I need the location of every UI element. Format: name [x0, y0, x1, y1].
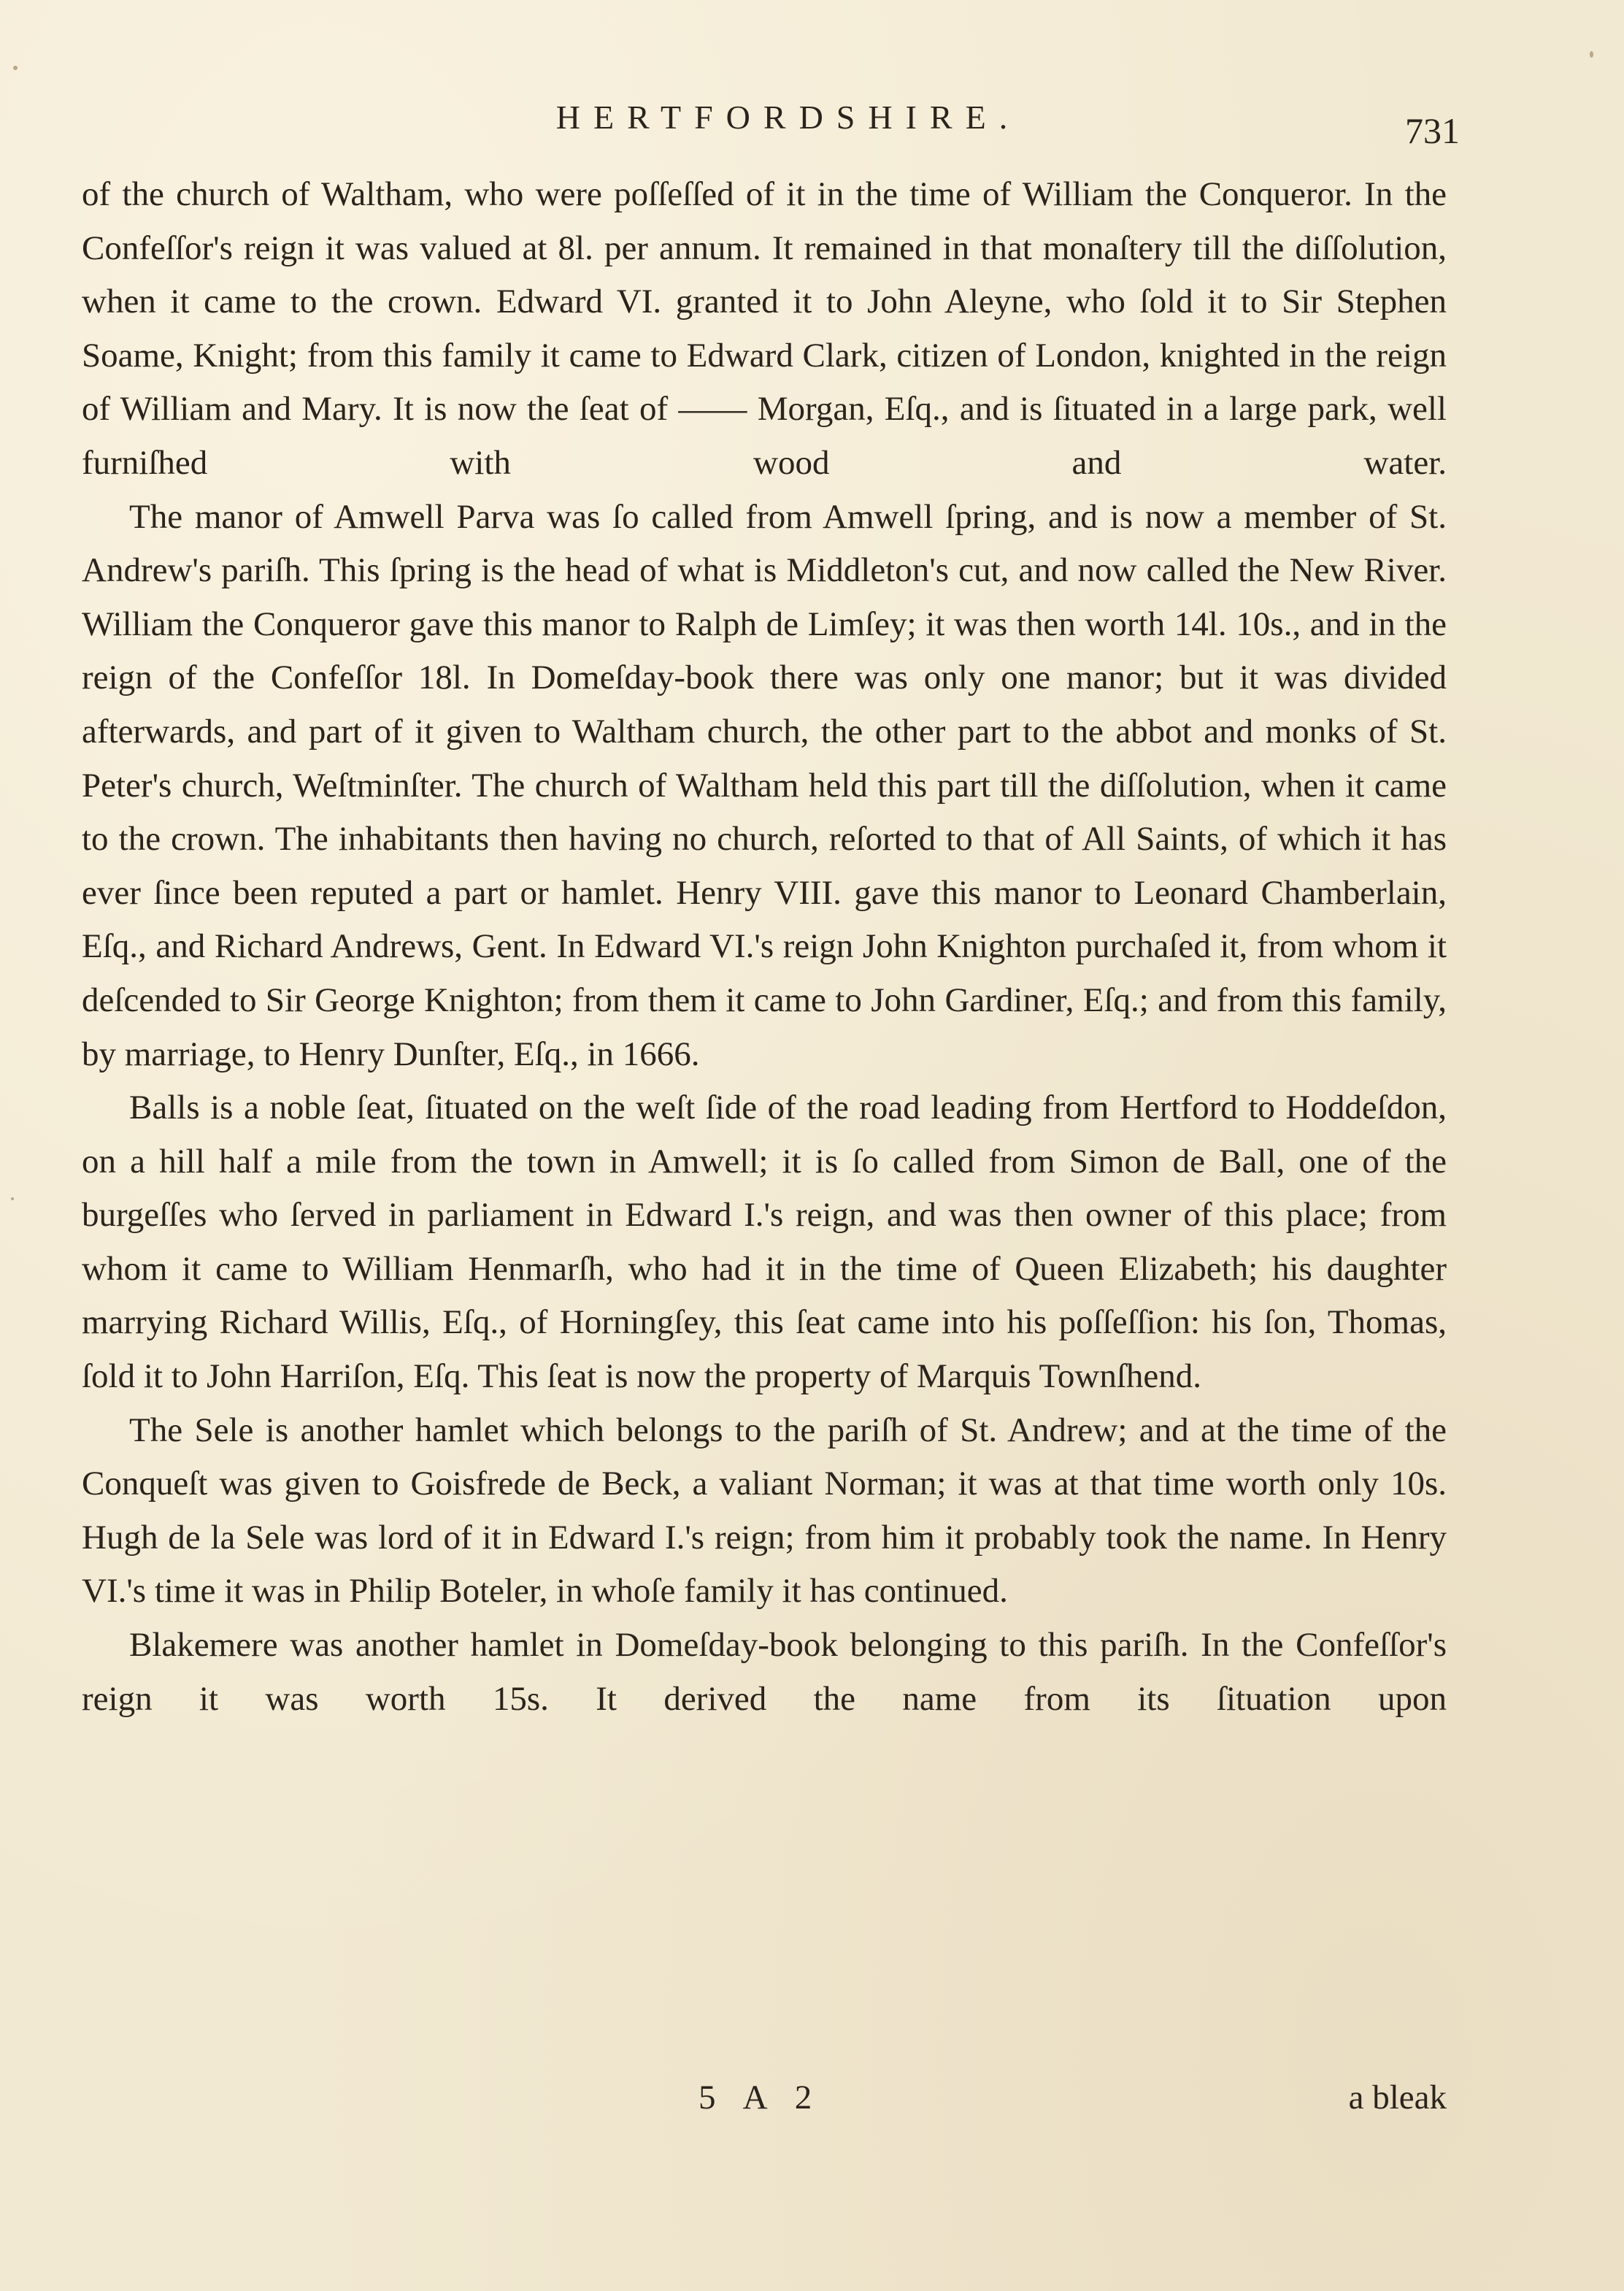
paragraph: The Sele is another hamlet which belongs to the pariſh of St. Andrew; and at the time of the Conqueſt was given to Goisfrede de Beck, a valiant Norman; it was at that time worth only 10s. Hugh de la Sele was lord of it in Edward I.'s reign; from him it probably took the name. In Henry VI.'s time it was in Philip Boteler, in whoſe family it has continued.	[82, 1411, 1447, 1611]
body-text	[82, 168, 1447, 1726]
catchword: a bleak	[1348, 2079, 1447, 2117]
paragraph: Blakemere was another hamlet in Domeſday-book belonging to this pariſh. In the Confeſſor's reign it was worth 15s. It derived the name from its ſituation upon	[82, 1626, 1447, 1718]
paragraph: of the church of Waltham, who were poſſeſſed of it in the time of William the Conqueror. In the Confeſſor's reign it was valued at 8l. per annum. It remained in that monaſtery till the diſſolution, when it came to the crown. Edward VI. granted it to John Aleyne, who ſold it to Sir Stephen Soame, Knight; from this family it came to Edward Clark, citizen of London, knighted in the reign of William and Mary. It is now the ſeat of —— Morgan, Eſq., and is ſituated in a large park, well furniſhed with wood and water.	[82, 175, 1447, 482]
paper-speck	[13, 66, 18, 70]
paper-speck	[11, 1197, 14, 1200]
signature-mark: 5 A 2	[699, 2079, 823, 2117]
paragraph: Balls is a noble ſeat, ſituated on the weſt ſide of the road leading from Hertford to Hoddeſdon, on a hill half a mile from the town in Amwell; it is ſo called from Simon de Ball, one of the burgeſſes who ſerved in parliament in Edward I.'s reign, and was then owner of this place; from whom it came to William Henmarſh, who had it in the time of Queen Elizabeth; his daughter marrying Richard Willis, Eſq., of Horningſey, this ſeat came into his poſſeſſion: his ſon, Thomas, ſold it to John Harriſon, Eſq. This ſeat is now the property of Marquis Townſhend.	[82, 1089, 1447, 1396]
paper-speck	[1590, 51, 1593, 58]
page-footer	[82, 2078, 1447, 2129]
paragraph: The manor of Amwell Parva was ſo called from Amwell ſpring, and is now a member of St. Andrew's pariſh. This ſpring is the head of what is Middleton's cut, and now called the New River. William the Conqueror gave this manor to Ralph de Limſey; it was then worth 14l. 10s., and in the reign of the Confeſſor 18l. In Domeſday-book there was only one manor; but it was divided afterwards, and part of it given to Waltham church, the other part to the abbot and monks of St. Peter's church, Weſtminſter. The church of Waltham held this part till the diſſolution, when it came to the crown. The inhabitants then having no church, reſorted to that of All Saints, of which it has ever ſince been reputed a part or hamlet. Henry VIII. gave this manor to Leonard Chamberlain, Eſq., and Richard Andrews, Gent. In Edward VI.'s reign John Knighton purchaſed it, from whom it deſcended to Sir George Knighton; from them it came to John Gardiner, Eſq.; and from this family, by marriage, to Henry Dunſter, Eſq., in 1666.	[82, 497, 1447, 1073]
running-title: HERTFORDSHIRE.	[555, 99, 1021, 136]
page-number: 731	[1405, 110, 1460, 151]
